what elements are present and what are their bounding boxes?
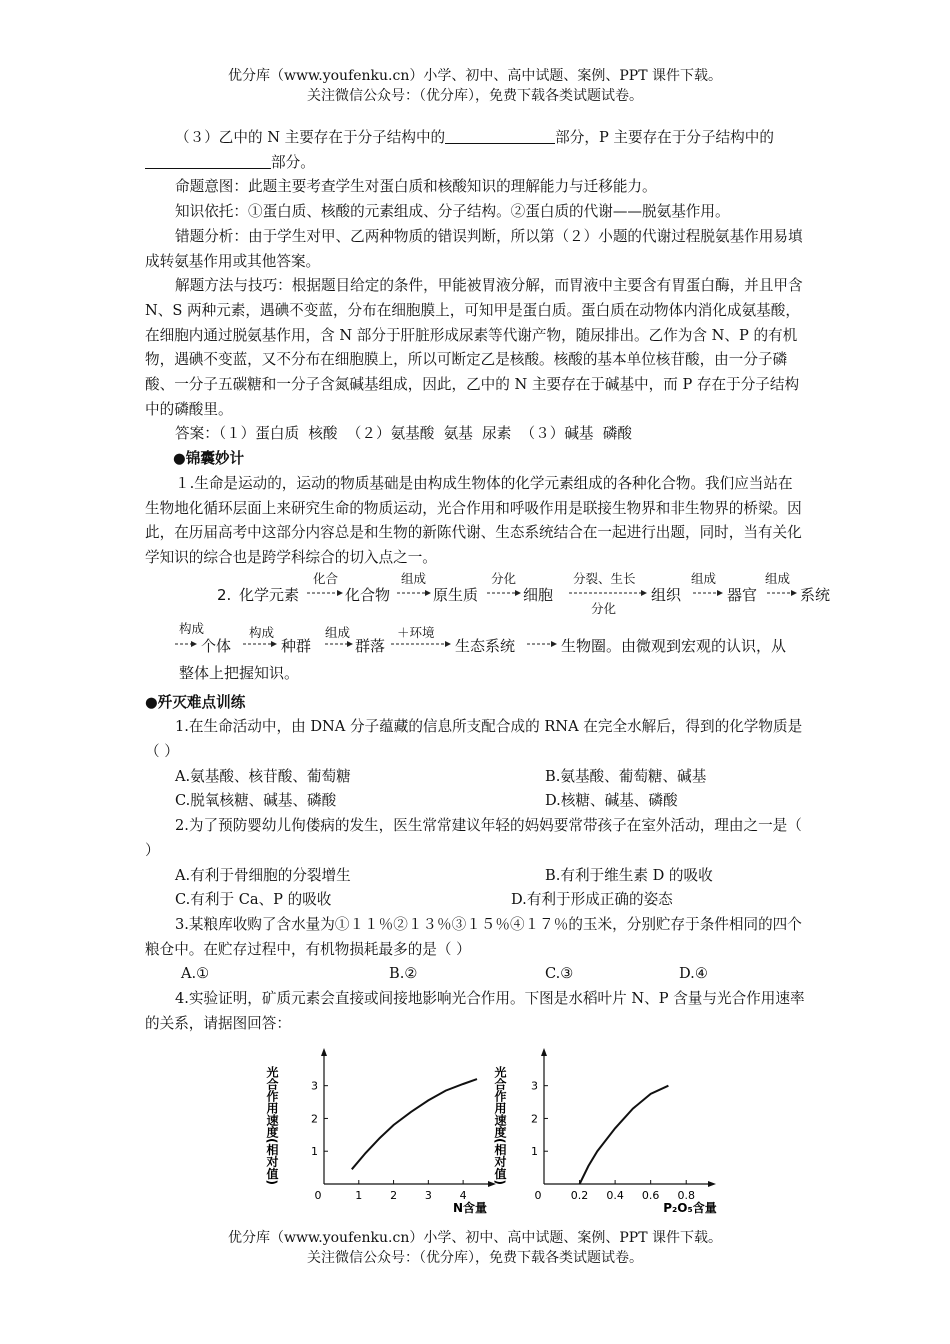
chart-2-x-tick-label: 0.8 <box>677 1189 695 1202</box>
flow-number: 2. <box>217 585 232 604</box>
flow-node-element: 化学元素 <box>239 585 300 604</box>
flow-node-population: 种群 <box>281 636 312 655</box>
chart-1-y-arrow <box>321 1048 327 1056</box>
q3-options-row <box>145 962 805 987</box>
part3-text-c: 构中的 <box>730 129 774 146</box>
header-line-2: 关注微信公众号：（优分库），免费下载各类试题试卷。 <box>307 88 643 104</box>
chart-1-y-tick-label: 1 <box>311 1145 318 1159</box>
header-line-1: 优分库（www.youfenku.cn）小学、初中、高中试题、案例、PPT 课件下载。 <box>227 68 722 84</box>
method-paragraph: 解题方法与技巧：根据题目给定的条件，甲能被胃液分解，而胃液中主要含有胃蛋白酶，并且甲含 N、S 两种元素，遇碘不变蓝，分布在细胞膜上，可知甲是蛋白质。蛋白质在动物体内消化成氨基酸，在细胞内通过脱氨基作用，含 N 部分于肝脏形成尿素等代谢产物，随尿排出。乙作为含 N、P 的有机物，遇碘不变蓝，又不分布在细胞膜上，所以可断定乙是核酸。核酸的基本单位核苷酸，由一分子磷酸、一分子五碳糖和一分子含氮碱基组成，因此，乙中的 N 主要存在于碱基中，而 P 存在于分子结构中的磷酸里。 <box>145 277 803 418</box>
chart-1-x-tick-label: 1 <box>355 1189 363 1202</box>
flow-arrow-label-8: 构成 <box>249 624 275 640</box>
q4-stem: 4.实验证明，矿质元素会直接或间接地影响光合作用。下图是水稻叶片 N、P 含量与光合作用速率的关系，请据图回答： <box>145 990 805 1032</box>
q3-option-b[interactable]: B.② <box>389 965 418 983</box>
flow-arrow-label-10: ＋环境 <box>397 624 435 640</box>
part3-question <box>145 126 805 175</box>
chart-1-y-label: 光合作用速度(相对值) <box>265 1066 279 1185</box>
chart-2-x-arrow <box>708 1181 716 1187</box>
flow-node-community: 群落 <box>355 636 386 655</box>
chart-1-series-line <box>352 1079 477 1169</box>
part3-text-a: （３）乙中的 N 主要存在于分子结构中的 <box>175 129 446 146</box>
flow-tail-text: 整体上把握知识。 <box>179 663 300 682</box>
answer-blank-1[interactable] <box>445 127 555 144</box>
chart-1-y-tick-label: 3 <box>311 1079 318 1093</box>
q1-option-a[interactable]: A.氨基酸、核苷酸、葡萄糖 <box>175 767 351 785</box>
chart-2-y-tick-label: 3 <box>531 1079 538 1093</box>
chart-2-x-tick-label: 0.2 <box>570 1189 589 1202</box>
flow-arrow-label-1: 化合 <box>313 570 339 586</box>
q1-option-c[interactable]: C.脱氧核糖、碱基、磷酸 <box>175 792 337 810</box>
flow-arrow-label-4b: 分化 <box>591 600 617 616</box>
training-heading: ●歼灭难点训练 <box>145 693 246 711</box>
q3-option-c[interactable]: C.③ <box>545 965 574 983</box>
footer-line-2: 关注微信公众号：（优分库），免费下载各类试题试卷。 <box>307 1250 643 1266</box>
flow-node-biosphere: 生物圈。由微观到宏观的认识，从 <box>561 636 787 655</box>
knowledge-paragraph: 知识依托：①蛋白质、核酸的元素组成、分子结构。②蛋白质的代谢——脱氨基作用。 <box>175 203 730 221</box>
flow-arrow-label-3: 分化 <box>491 570 517 586</box>
q2-options-row-1 <box>145 864 805 889</box>
tips-paragraph-1: １.生命是运动的，运动的物质基础是由构成生物体的化学元素组成的各种化合物。我们应当站在生物地化循环层面上来研究生命的物质运动，光合作用和呼吸作用是联接生物界和非生物界的桥梁。因此，在历届高考中这部分内容总是和生物的新陈代谢、生态系统结合在一起进行出题，同时，当有关化学知识的综合也是跨学科综合的切入点之一。 <box>145 474 802 566</box>
q2-option-a[interactable]: A.有利于骨细胞的分裂增生 <box>175 866 351 884</box>
flow-node-organ: 器官 <box>727 585 758 604</box>
part3-text-d: 部分。 <box>271 153 315 171</box>
q2-option-c[interactable]: C.有利于 Ca、P 的吸收 <box>175 891 332 909</box>
chart-2-series-line <box>580 1086 669 1184</box>
flow-node-system: 系统 <box>800 585 831 604</box>
flow-arrow-label-6: 组成 <box>765 570 791 586</box>
chart-2-x-tick-label: 0.6 <box>641 1189 660 1202</box>
answer-blank-2[interactable] <box>145 152 271 169</box>
chart-2-origin-label: 0 <box>534 1189 542 1202</box>
q4-charts-svg <box>262 1046 722 1226</box>
chart-2-y-label: 光合作用速度(相对值) <box>493 1066 507 1185</box>
q1-option-b[interactable]: B.氨基酸、葡萄糖、碱基 <box>545 767 707 785</box>
flow-node-protoplasm: 原生质 <box>433 585 479 604</box>
flow-arrow-label-9: 组成 <box>325 624 351 640</box>
flow-node-cell: 细胞 <box>523 585 554 604</box>
flow-node-tissue: 组织 <box>651 585 682 604</box>
page-header <box>0 66 950 106</box>
q1-options-row-2 <box>145 789 805 814</box>
error-paragraph: 错题分析：由于学生对甲、乙两种物质的错误判断，所以第（２）小题的代谢过程脱氨基作用易填成转氨基作用或其他答案。 <box>145 227 803 270</box>
chart-2-y-tick-label: 2 <box>531 1112 538 1126</box>
chart-2-x-label: P₂O₅含量 <box>663 1201 717 1215</box>
flow-node-ecosystem: 生态系统 <box>455 636 516 655</box>
q3-stem: 3.某粮库收购了含水量为①１１％②１３％③１５％④１７％的玉米，分别贮存于条件相同的四个粮仓中。在贮存过程中，有机物损耗最多的是（ ） <box>145 915 802 958</box>
intent-paragraph: 命题意图：此题主要考查学生对蛋白质和核酸知识的理解能力与迁移能力。 <box>175 178 657 196</box>
flow-arrow-label-4: 分裂、生长 <box>573 570 636 586</box>
chart-1-x-label: N含量 <box>452 1201 488 1215</box>
flow-arrow-label-7: 构成 <box>179 620 205 636</box>
q1-stem: 1.在生命活动中，由 DNA 分子蕴藏的信息所支配合成的 RNA 在完全水解后，得到的化学物质是（ ） <box>145 718 803 761</box>
q1-option-d[interactable]: D.核糖、碱基、磷酸 <box>545 792 678 810</box>
chart-2-x-tick-label: 0.4 <box>606 1189 624 1202</box>
q4-charts <box>262 1046 722 1226</box>
q3-option-d[interactable]: D.④ <box>679 965 708 983</box>
chart-1-y-tick-label: 2 <box>311 1112 318 1126</box>
chart-1-x-tick-label: 2 <box>390 1189 398 1202</box>
hierarchy-flow-diagram <box>145 570 831 683</box>
tips-heading: ●锦囊妙计 <box>173 450 245 468</box>
document-body <box>145 126 831 1036</box>
chart-2-y-tick-label: 1 <box>531 1145 538 1159</box>
flow-arrow-label-2: 组成 <box>401 570 427 586</box>
chart-1-origin-label: 0 <box>314 1189 322 1202</box>
chart-2-y-arrow <box>541 1048 547 1056</box>
q2-option-d[interactable]: D.有利于形成正确的姿态 <box>511 891 673 909</box>
q3-option-a[interactable]: A.① <box>181 965 210 983</box>
q2-option-b[interactable]: B.有利于维生素 D 的吸收 <box>545 866 713 884</box>
footer-line-1: 优分库（www.youfenku.cn）小学、初中、高中试题、案例、PPT 课件下载。 <box>227 1230 722 1246</box>
flow-node-compound: 化合物 <box>345 585 391 604</box>
chart-1-x-tick-label: 4 <box>459 1189 467 1202</box>
q2-stem: 2.为了预防婴幼儿佝偻病的发生，医生常常建议年轻的妈妈要常带孩子在室外活动，理由之一是（ ） <box>145 817 802 859</box>
page-footer <box>0 1228 950 1268</box>
chart-1-x-tick-label: 3 <box>424 1189 432 1202</box>
q2-options-row-2 <box>145 888 805 913</box>
part3-text-b: 部分，P 主要存在于分子结 <box>555 129 731 146</box>
answer-paragraph: 答案：（１）蛋白质 核酸 （２）氨基酸 氨基 尿素 （３）碱基 磷酸 <box>175 425 632 443</box>
flow-node-individual: 个体 <box>201 636 232 655</box>
q1-options-row-1 <box>145 765 805 790</box>
flow-arrow-label-5: 组成 <box>691 570 717 586</box>
